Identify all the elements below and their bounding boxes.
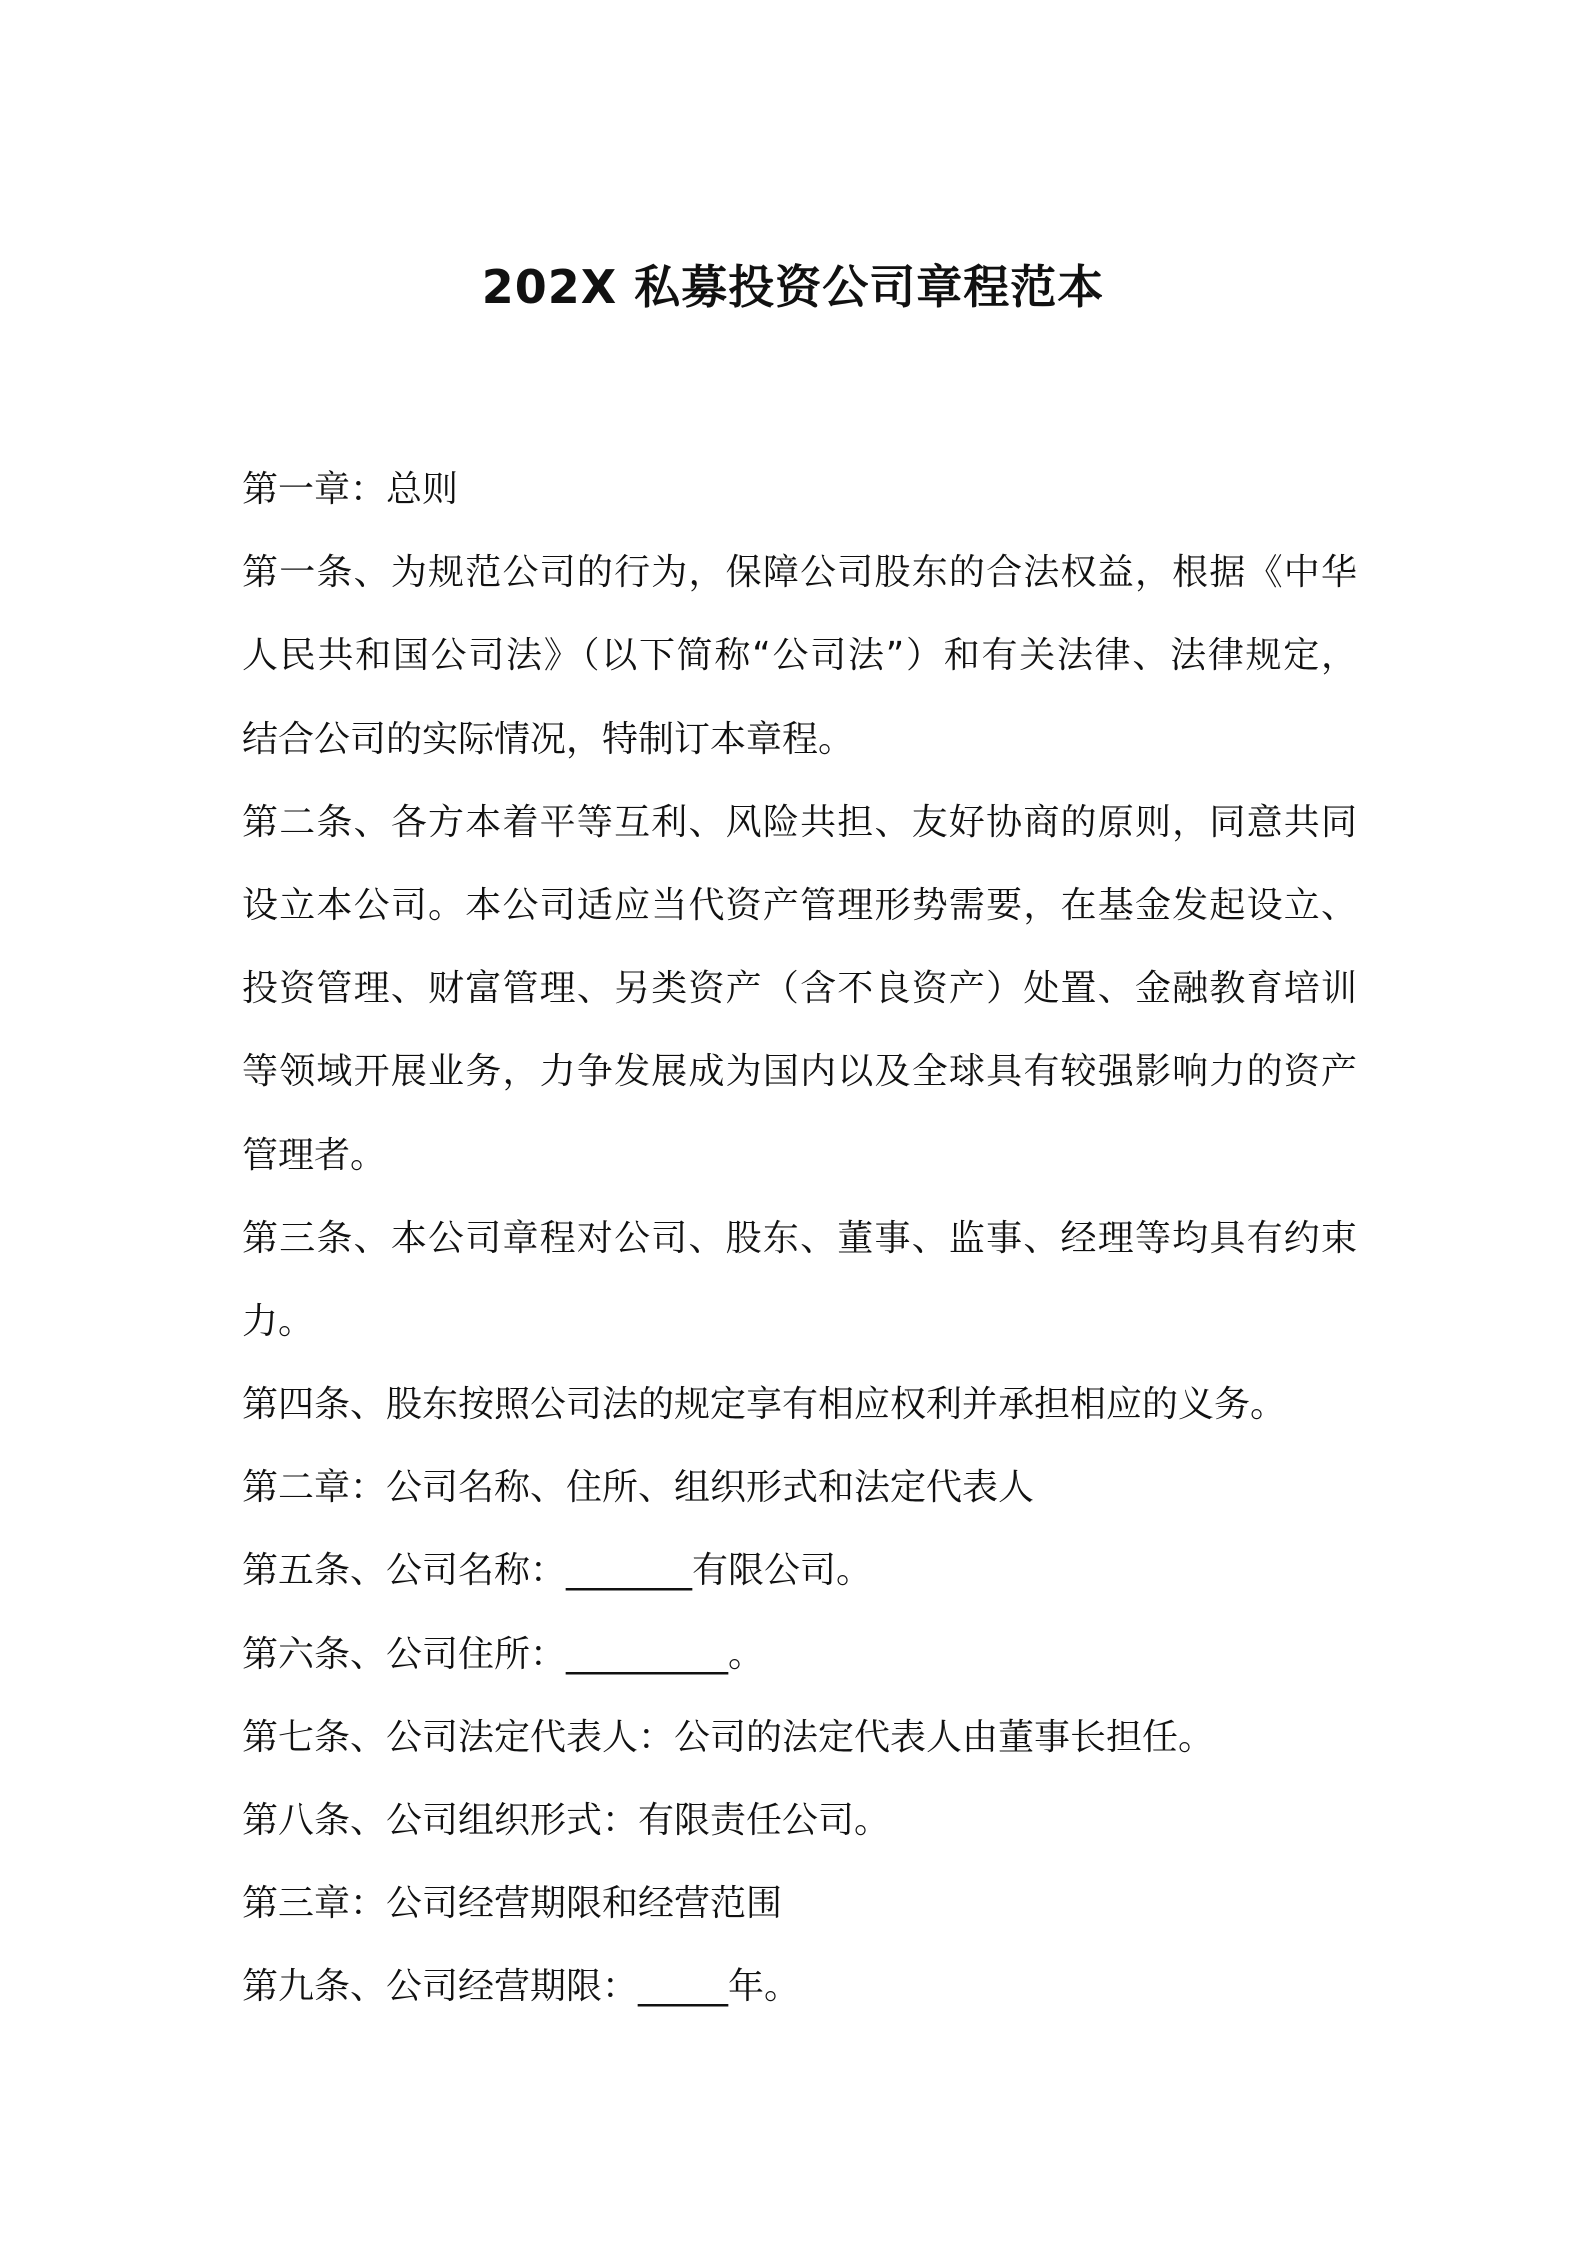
chapter-heading-2: 第二章：公司名称、住所、组织形式和法定代表人	[242, 1467, 1035, 1509]
document-title: 202X 私募投资公司章程范本	[481, 260, 1105, 314]
article-line: 第六条、公司住所：_________。	[242, 1633, 765, 1675]
article-line: 第三条、本公司章程对公司、股东、董事、监事、经理等均具有约束	[242, 1217, 1357, 1259]
article-line: 第八条、公司组织形式：有限责任公司。	[242, 1800, 891, 1841]
article-line: 第五条、公司名称：_______有限公司。	[242, 1550, 873, 1592]
article-line: 第四条、股东按照公司法的规定享有相应权利并承担相应的义务。	[242, 1384, 1287, 1426]
article-line: 第七条、公司法定代表人：公司的法定代表人由董事长担任。	[242, 1716, 1215, 1758]
article-line: 第一条、为规范公司的行为，保障公司股东的合法权益，根据《中华	[242, 552, 1357, 594]
document-body	[242, 448, 1362, 2029]
article-line: 设立本公司。本公司适应当代资产管理形势需要，在基金发起设立、	[242, 884, 1357, 926]
article-line: 力。	[242, 1300, 315, 1342]
article-line: 等领域开展业务，力争发展成为国内以及全球具有较强影响力的资产	[242, 1051, 1357, 1093]
article-line: 人民共和国公司法》（以下简称“公司法”）和有关法律、法律规定，	[242, 635, 1357, 677]
chapter-heading-1: 第一章：总则	[242, 469, 459, 510]
article-line: 第二条、各方本着平等互利、风险共担、友好协商的原则，同意共同	[242, 801, 1357, 843]
article-line: 投资管理、财富管理、另类资产（含不良资产）处置、金融教育培训	[242, 968, 1357, 1010]
chapter-heading-3: 第三章：公司经营期限和经营范围	[242, 1883, 783, 1925]
article-line: 第九条、公司经营期限：_____年。	[242, 1966, 801, 2008]
article-line: 结合公司的实际情况，特制订本章程。	[242, 718, 855, 760]
article-line: 管理者。	[242, 1134, 387, 1176]
